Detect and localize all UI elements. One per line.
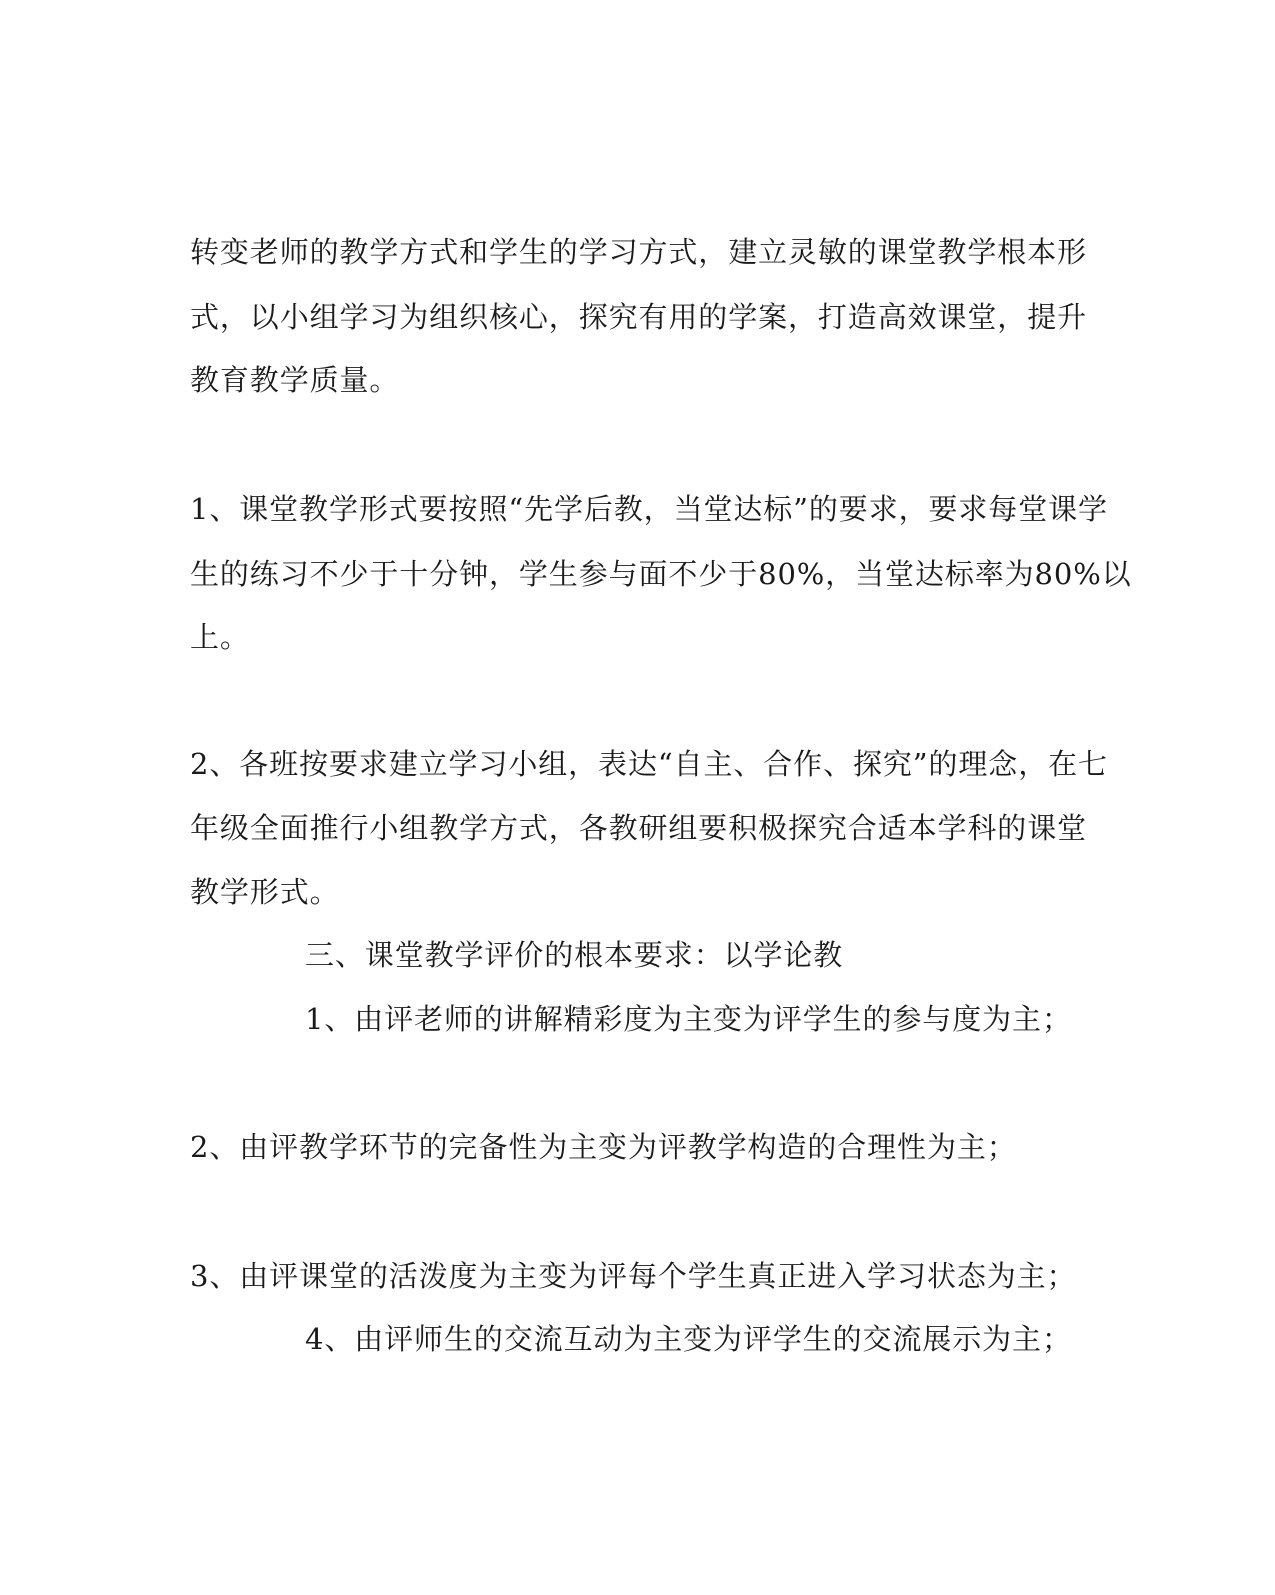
text-line: 教育教学质量。 [190, 363, 400, 397]
section-heading: 三、课堂教学评价的根本要求：以学论教 [305, 938, 844, 972]
eval-item-4: 4、由评师生的交流互动为主变为评学生的交流展示为主； [305, 1322, 1072, 1356]
text-line: 2、各班按要求建立学习小组，表达“自主、合作、探究”的理念，在七 [190, 747, 1108, 781]
text-line: 式，以小组学习为组织核心，探究有用的学案，打造高效课堂，提升 [190, 300, 1088, 334]
text-line: 上。 [190, 620, 250, 654]
text-line: 转变老师的教学方式和学生的学习方式，建立灵敏的课堂教学根本形 [190, 235, 1088, 269]
text-line: 年级全面推行小组教学方式，各教研组要积极探究合适本学科的课堂 [190, 811, 1088, 845]
text-line: 1、课堂教学形式要按照“先学后教，当堂达标”的要求，要求每堂课学 [190, 492, 1108, 526]
text-line: 生的练习不少于十分钟，学生参与面不少于80%，当堂达标率为80%以 [190, 557, 1132, 591]
eval-item-3: 3、由评课堂的活泼度为主变为评每个学生真正进入学习状态为主； [190, 1259, 1077, 1293]
eval-item-1: 1、由评老师的讲解精彩度为主变为评学生的参与度为主； [305, 1002, 1072, 1036]
text-line: 教学形式。 [190, 875, 340, 909]
eval-item-2: 2、由评教学环节的完备性为主变为评教学构造的合理性为主； [190, 1130, 1017, 1164]
